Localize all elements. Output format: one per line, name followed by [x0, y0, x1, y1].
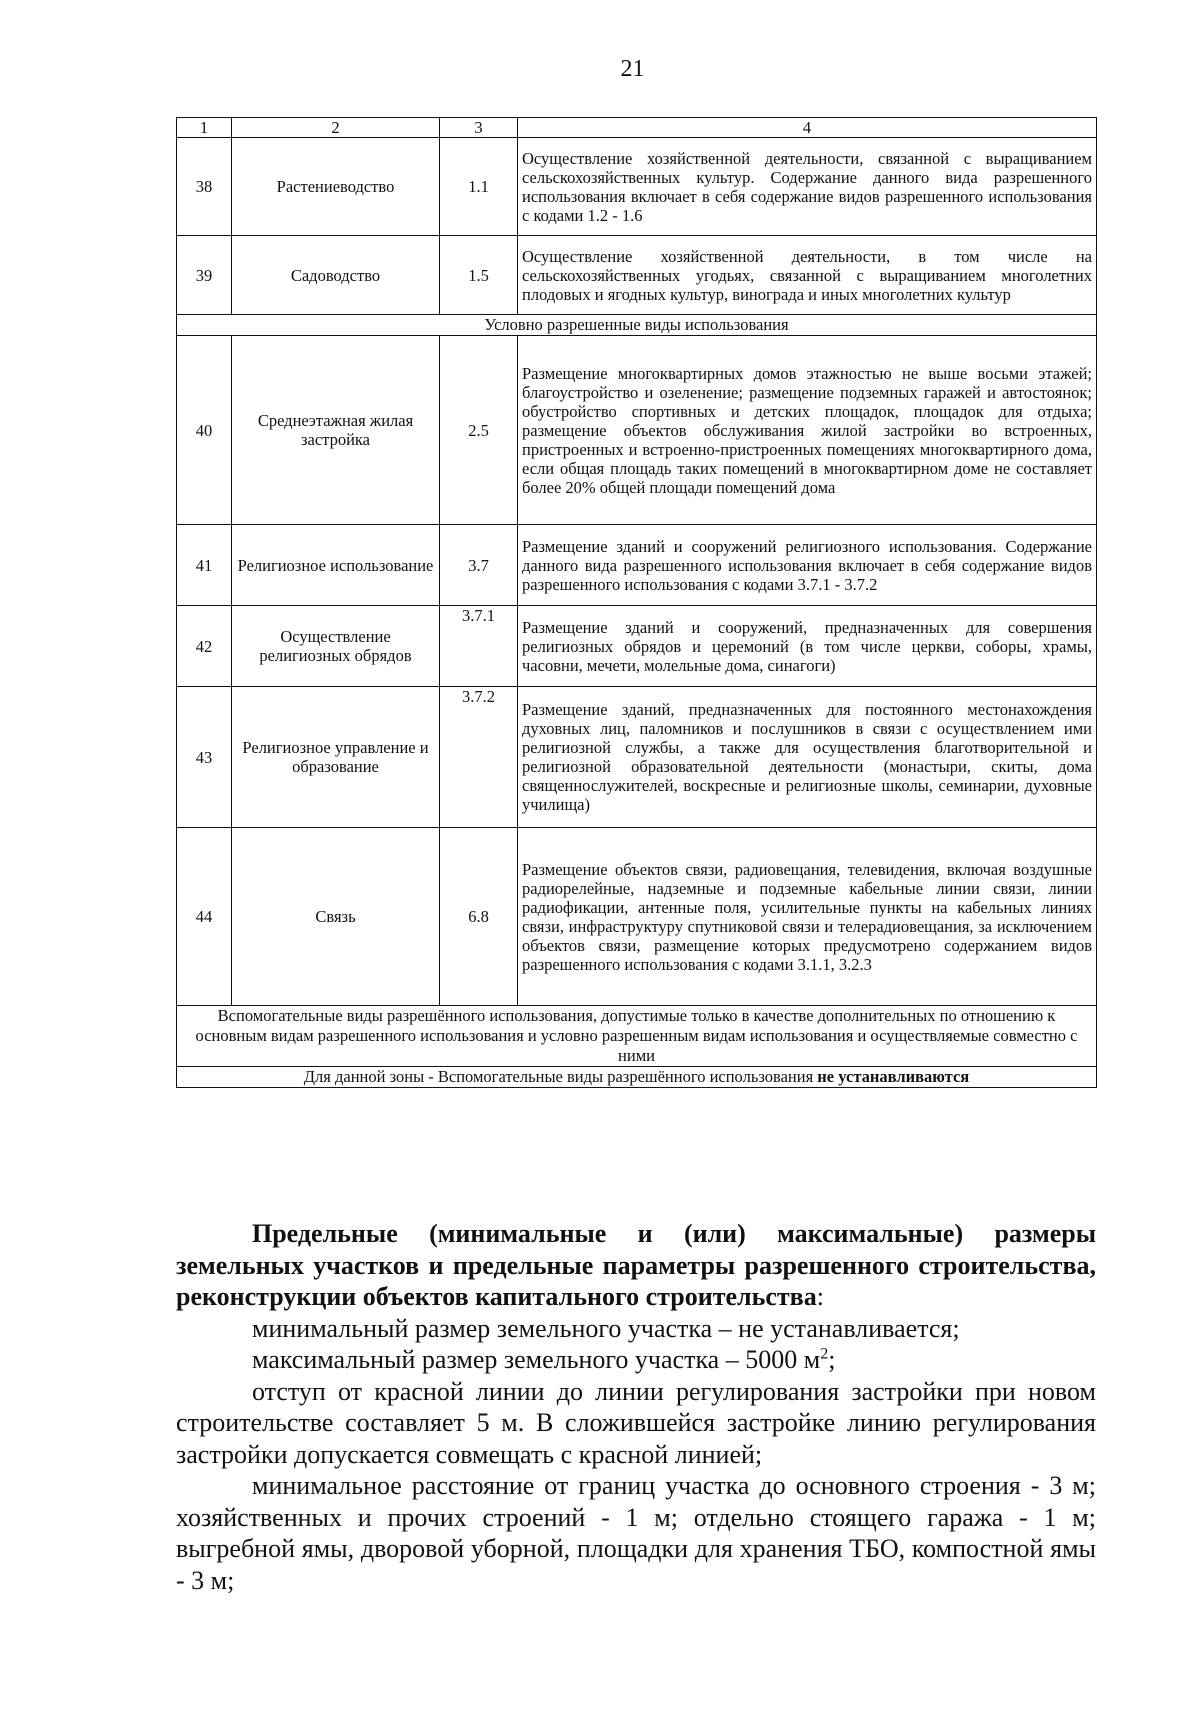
header-col-4: 4 [518, 118, 1097, 138]
max-plot-size-sup: 2 [820, 1345, 829, 1363]
use-code: 1.5 [440, 236, 518, 315]
table-row [177, 687, 1097, 828]
row-number: 41 [177, 525, 232, 606]
use-code: 2.5 [440, 336, 518, 525]
max-plot-size-text: максимальный размер земельного участка – 5000 м [252, 1345, 821, 1374]
row-number: 43 [177, 687, 232, 828]
permitted-use-table [176, 117, 1097, 1088]
use-code: 1.1 [440, 138, 518, 236]
parameters-heading-text: Предельные (минимальные и (или) максимальные) размеры земельных участков и предельные параметры разрешенного строительства, реконструкции объектов капитального строительства [176, 1219, 1096, 1311]
use-description: Размещение многоквартирных домов этажностью не выше восьми этажей; благоустройство и озеленение; размещение подземных гаражей и автостоянок; обустройство спортивных и детских площадок, площадок для отдыха; размещение объектов обслуживания жилой застройки во встроенных, пристроенных и встроенно-пристроенных помещениях многоквартирного дома, если общая площадь таких помещений в многоквартирном доме не составляет более 20% общей площади помещений дома [518, 336, 1097, 525]
auxiliary-note [177, 1067, 1097, 1088]
conditional-uses-heading: Условно разрешенные виды использования [177, 315, 1097, 336]
section-row-auxiliary-note [177, 1067, 1097, 1088]
section-row-auxiliary [177, 1006, 1097, 1067]
max-plot-size [176, 1344, 1096, 1376]
header-col-3: 3 [440, 118, 518, 138]
use-description: Размещение объектов связи, радиовещания, телевидения, включая воздушные радиорелейные, надземные и подземные кабельные линии связи, линии радиофикации, антенные поля, усилительные пункты на кабельных линиях связи, инфраструктуру спутниковой связи и телерадиовещания, за исключением объектов связи, размещение которых предусмотрено содержанием видов разрешенного использования с кодами 3.1.1, 3.2.3 [518, 828, 1097, 1006]
table-row [177, 828, 1097, 1006]
parameters-heading-colon: : [816, 1282, 824, 1311]
use-description: Размещение зданий и сооружений религиозного использования. Содержание данного вида разрешенного использования включает в себя содержание видов разрешенного использования с кодами 3.7.1 - 3.7.2 [518, 525, 1097, 606]
table-row [177, 236, 1097, 315]
use-name: Связь [232, 828, 440, 1006]
auxiliary-note-prefix: Для данной зоны - Вспомогательные виды разрешённого использования [303, 1067, 818, 1086]
use-name: Религиозное управление и образование [232, 687, 440, 828]
red-line-setback: отступ от красной линии до линии регулирования застройки при новом строительстве составляет 5 м. В сложившейся застройке линию регулирования застройки допускается совмещать с красной линией; [176, 1376, 1096, 1469]
use-description: Осуществление хозяйственной деятельности, связанной с выращиванием сельскохозяйственных культур. Содержание данного вида разрешенного использования включает в себя содержание видов разрешенного использования с кодами 1.2 - 1.6 [518, 138, 1097, 236]
minimum-distances: минимальное расстояние от границ участка до основного строения - 3 м; хозяйственных и прочих строений - 1 м; отдельно стоящего гаража - 1 м; выгребной ямы, дворовой уборной, площадки для хранения ТБО, компостной ямы - 3 м; [176, 1471, 1096, 1595]
table-header-row [177, 118, 1097, 138]
header-col-1: 1 [177, 118, 232, 138]
use-code: 3.7.2 [440, 687, 518, 828]
table-row [177, 138, 1097, 236]
table-row [177, 606, 1097, 687]
use-description: Размещение зданий и сооружений, предназначенных для совершения религиозных обрядов и церемоний (в том числе церкви, соборы, храмы, часовни, мечети, молельные дома, синагоги) [518, 606, 1097, 687]
auxiliary-note-bold: не устанавливаются [817, 1067, 970, 1086]
table-row [177, 525, 1097, 606]
parameters-section [176, 1218, 1096, 1596]
use-name: Растениеводство [232, 138, 440, 236]
header-col-2: 2 [232, 118, 440, 138]
use-name: Среднеэтажная жилая застройка [232, 336, 440, 525]
max-plot-size-suffix: ; [828, 1345, 836, 1374]
use-code: 3.7 [440, 525, 518, 606]
parameters-heading [176, 1218, 1096, 1313]
use-description: Осуществление хозяйственной деятельности, в том числе на сельскохозяйственных угодьях, связанной с выращиванием многолетних плодовых и ягодных культур, винограда и иных многолетних культур [518, 236, 1097, 315]
table-row [177, 336, 1097, 525]
row-number: 38 [177, 138, 232, 236]
row-number: 40 [177, 336, 232, 525]
use-code: 3.7.1 [440, 606, 518, 687]
min-plot-size: минимальный размер земельного участка – не устанавливается; [252, 1313, 960, 1343]
page-number: 21 [620, 56, 645, 82]
use-name: Садоводство [232, 236, 440, 315]
use-code: 6.8 [440, 828, 518, 1006]
section-row-conditional [177, 315, 1097, 336]
row-number: 42 [177, 606, 232, 687]
use-name: Осуществление религиозных обрядов [232, 606, 440, 687]
use-name: Религиозное использование [232, 525, 440, 606]
row-number: 44 [177, 828, 232, 1006]
auxiliary-uses-heading: Вспомогательные виды разрешённого использования, допустимые только в качестве дополнительных по отношению к основным видам разрешенного использования и условно разрешенным видам использования и осуществляемые совместно с ними [177, 1006, 1097, 1067]
row-number: 39 [177, 236, 232, 315]
use-description: Размещение зданий, предназначенных для постоянного местонахождения духовных лиц, паломников и послушников в связи с осуществлением ими религиозной службы, а также для осуществления благотворительной и религиозной образовательной деятельности (монастыри, скиты, дома священнослужителей, воскресные и религиозные школы, семинарии, духовные училища) [518, 687, 1097, 828]
